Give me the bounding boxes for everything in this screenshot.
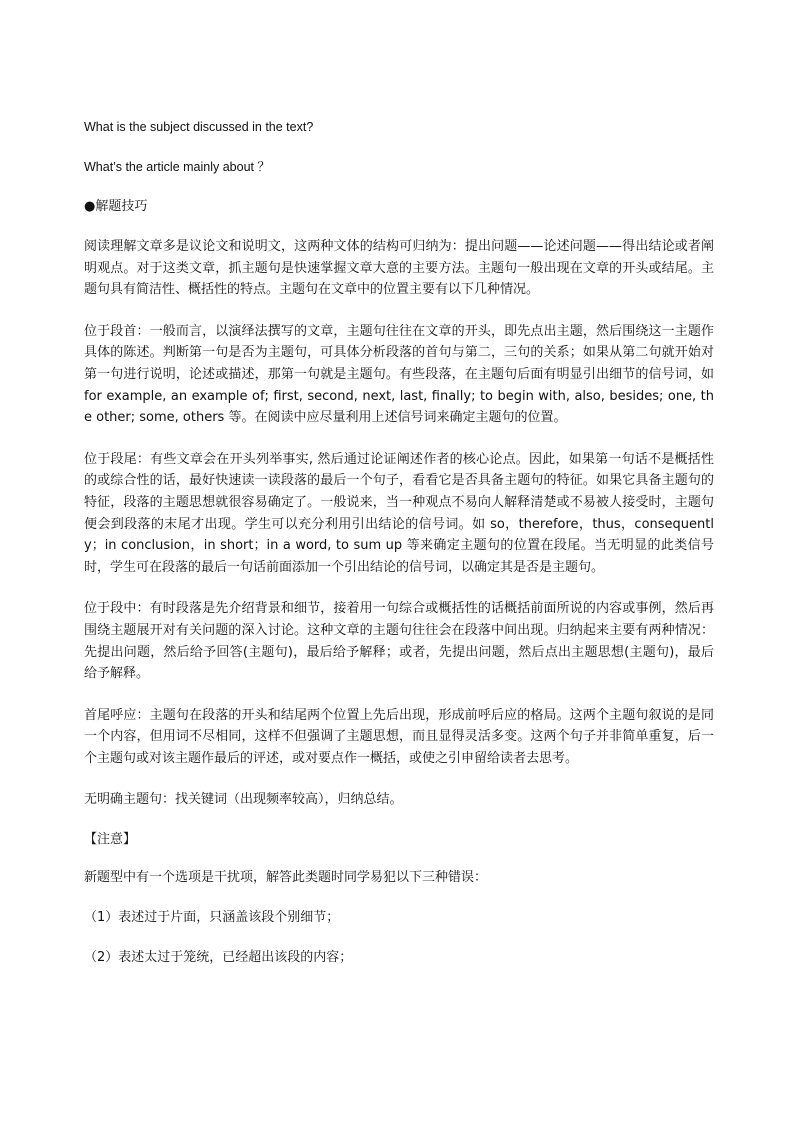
paragraph-topic-end: 位于段尾：有些文章会在开头列举事实, 然后通过论证阐述作者的核心论点。因此，如果第一句话不是概括性的或综合性的话，最好快速读一读段落的最后一个句子，看看它是否具备主题句的特征。如果它具备主题句的特征，段落的主题思想就很容易确定了。一般说来，当一种观点不易向人解释清楚或不易被人接受时，主题句便会到段落的末尾才出现。学生可以充分利用引出结论的信号词。如 so，therefore，thus，consequently；in conclusion，in short；in a word, to sum up 等来确定主题句的位置在段尾。当无明显的此类信号时，学生可在段落的最后一句话前面添加一个引出结论的信号词，以确定其是否是主题句。 — [84, 451, 714, 575]
question-main-idea: What’s the article mainly about ？ — [84, 160, 270, 174]
paragraph-topic-start: 位于段首：一般而言，以演绎法撰写的文章，主题句往往在文章的开头，即先点出主题，然后围绕这一主题作具体的陈述。判断第一句是否为主题句，可具体分析段落的首句与第二，三句的关系；如果从第二句就开始对第一句进行说明，论述或描述，那第一句就是主题句。有些段落，在主题句后面有明显引出细节的信号词，如 for example, an example of; first, second, next, last, finally; to begin with, also, besides; one, the other; some, others 等。在阅读中应尽量利用上述信号词来确定主题句的位置。 — [84, 323, 714, 426]
document-page — [84, 118, 714, 989]
notice-item-2: （2）表述太过于笼统，已经超出该段的内容； — [84, 950, 353, 966]
notice-item-1: （1）表述过于片面，只涵盖该段个别细节； — [84, 910, 340, 926]
question-subject: What is the subject discussed in the text? — [84, 120, 314, 134]
paragraph-no-topic: 无明确主题句：找关键词（出现频率较高），归纳总结。 — [84, 792, 403, 808]
notice-intro: 新题型中有一个选项是干扰项，解答此类题时同学易犯以下三种错误： — [84, 870, 488, 886]
paragraph-topic-both: 首尾呼应：主题句在段落的开头和结尾两个位置上先后出现，形成前呼后应的格局。这两个主题句叙说的是同一个内容，但用词不尽相同，这样不但强调了主题思想，而且显得灵活多变。这两个句子并非简单重复，后一个主题句或对该主题作最后的评述，或对要点作一概括，或使之引申留给读者去思考。 — [84, 707, 714, 766]
paragraph-topic-middle: 位于段中：有时段落是先介绍背景和细节，接着用一句综合或概括性的话概括前面所说的内容或事例，然后再围绕主题展开对有关问题的深入讨论。这种文章的主题句往往会在段落中间出现。归纳起来主要有两种情况：先提出问题，然后给予回答(主题句)，最后给予解释；或者，先提出问题，然后点出主题思想(主题句)，最后给予解释。 — [84, 601, 714, 682]
notice-heading: 【注意】 — [84, 832, 137, 848]
tips-heading: ●解题技巧 — [84, 199, 148, 214]
paragraph-intro: 阅读理解文章多是议论文和说明文，这两种文体的结构可归纳为：提出问题——论述问题——得出结论或者阐明观点。对于这类文章，抓主题句是快速掌握文章大意的主要方法。主题句一般出现在文章的开头或结尾。主题句具有简洁性、概括性的特点。主题句在文章中的位置主要有以下几种情况。 — [84, 239, 714, 298]
